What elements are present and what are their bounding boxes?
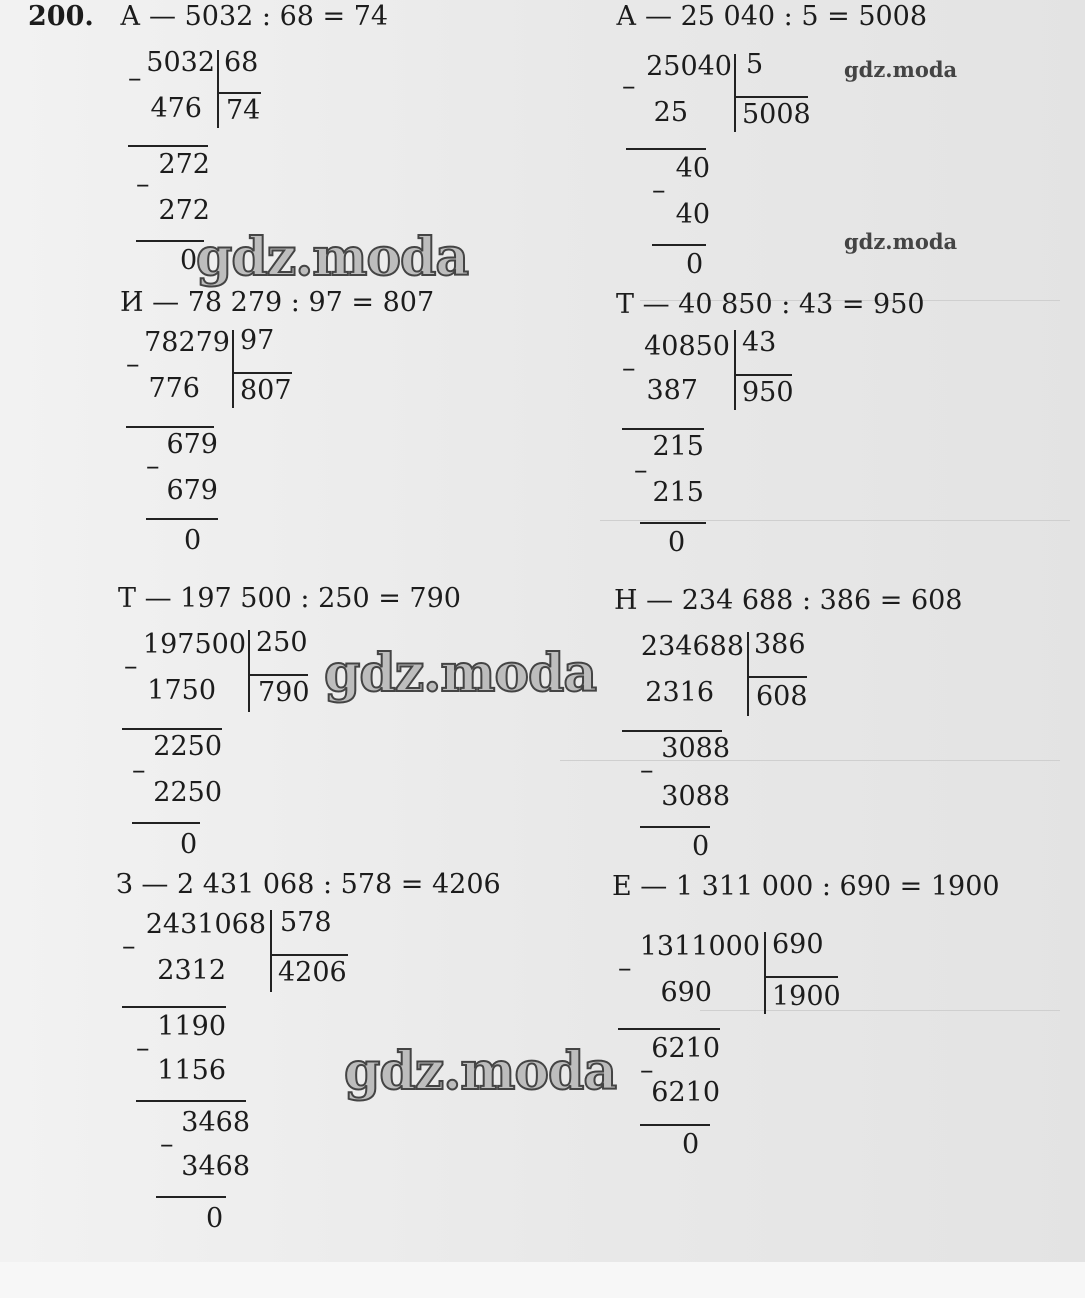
minus-sign: – xyxy=(122,931,136,962)
dividend: 5032 xyxy=(146,47,215,78)
quotient-line xyxy=(736,374,792,376)
minus-sign: – xyxy=(618,953,632,984)
divisor: 690 xyxy=(772,929,824,960)
dividend: 25040 xyxy=(646,51,732,82)
minus-sign: – xyxy=(124,651,138,682)
step-line xyxy=(626,148,706,150)
dividend: 40850 xyxy=(644,331,730,362)
watermark-large: gdz.moda xyxy=(344,1041,617,1102)
minus-sign: – xyxy=(132,755,146,786)
step: 1156 xyxy=(157,1055,226,1086)
step: 3468 xyxy=(181,1107,250,1138)
divisor: 68 xyxy=(224,47,259,78)
minus-sign: – xyxy=(622,71,636,102)
division-bar xyxy=(734,54,736,132)
equation: А — 5032 : 68 = 74 xyxy=(120,1,389,32)
minus-sign: – xyxy=(126,349,140,380)
dividend: 2431068 xyxy=(145,909,266,940)
dividend: 78279 xyxy=(144,327,230,358)
step-line xyxy=(640,826,710,828)
division-bar xyxy=(734,330,736,410)
equation: З — 2 431 068 : 578 = 4206 xyxy=(116,869,501,900)
watermark-small: gdz.moda xyxy=(844,57,958,82)
step-line xyxy=(622,730,722,732)
step-line xyxy=(640,1124,710,1126)
quotient-line xyxy=(250,674,308,676)
division-bar xyxy=(747,632,749,716)
step: 6210 xyxy=(651,1033,720,1064)
step-line xyxy=(136,1100,246,1102)
division-bar xyxy=(217,50,219,128)
remainder: 0 xyxy=(184,525,202,556)
step: 2250 xyxy=(153,731,222,762)
step: 25 xyxy=(653,97,688,128)
step-line xyxy=(122,1006,226,1008)
equation: Е — 1 311 000 : 690 = 1900 xyxy=(612,871,1000,902)
divisor: 5 xyxy=(746,49,764,80)
step: 476 xyxy=(150,93,202,124)
step: 3088 xyxy=(661,733,730,764)
step-line xyxy=(146,518,218,520)
step: 6210 xyxy=(651,1077,720,1108)
equation: И — 78 279 : 97 = 807 xyxy=(120,287,435,318)
divisor: 578 xyxy=(280,907,332,938)
minus-sign: – xyxy=(640,1055,654,1086)
quotient: 950 xyxy=(742,377,794,408)
quotient-line xyxy=(234,372,292,374)
step: 679 xyxy=(166,429,218,460)
step-line xyxy=(652,244,706,246)
step: 215 xyxy=(652,431,704,462)
step: 1750 xyxy=(147,675,216,706)
equation: Н — 234 688 : 386 = 608 xyxy=(614,585,963,616)
step-line xyxy=(136,240,204,242)
step: 2316 xyxy=(645,677,714,708)
watermark-small: gdz.moda xyxy=(844,229,958,254)
division-bar xyxy=(764,932,766,1014)
dividend: 197500 xyxy=(142,629,246,660)
step: 776 xyxy=(148,373,200,404)
step: 1190 xyxy=(157,1011,226,1042)
equation: А — 25 040 : 5 = 5008 xyxy=(616,1,928,32)
equation: Т — 40 850 : 43 = 950 xyxy=(616,289,925,320)
step-line xyxy=(640,522,706,524)
quotient-line xyxy=(736,96,808,98)
remainder: 0 xyxy=(686,249,704,280)
step: 2312 xyxy=(157,955,226,986)
quotient: 4206 xyxy=(278,957,347,988)
step-line xyxy=(622,428,704,430)
minus-sign: – xyxy=(640,755,654,786)
step-line xyxy=(156,1196,226,1198)
minus-sign: – xyxy=(652,175,666,206)
minus-sign: – xyxy=(634,455,648,486)
divisor: 250 xyxy=(256,627,308,658)
remainder: 0 xyxy=(682,1129,700,1160)
step-line xyxy=(128,145,208,147)
step: 272 xyxy=(158,195,210,226)
watermark-large: gdz.moda xyxy=(196,227,469,288)
dividend: 1311000 xyxy=(639,931,760,962)
equation: Т — 197 500 : 250 = 790 xyxy=(118,583,461,614)
step-line xyxy=(132,822,200,824)
task-number: 200. xyxy=(28,1,94,32)
minus-sign: – xyxy=(146,451,160,482)
quotient: 807 xyxy=(240,375,292,406)
quotient: 790 xyxy=(258,677,310,708)
minus-sign: – xyxy=(136,169,150,200)
remainder: 0 xyxy=(180,829,198,860)
minus-sign: – xyxy=(136,1033,150,1064)
quotient-line xyxy=(219,92,261,94)
step: 40 xyxy=(675,153,710,184)
divisor: 43 xyxy=(742,327,777,358)
step: 387 xyxy=(646,375,698,406)
bleed-through-line xyxy=(600,520,1070,521)
quotient: 5008 xyxy=(742,99,811,130)
dividend: 234688 xyxy=(640,631,744,662)
step: 679 xyxy=(166,475,218,506)
remainder: 0 xyxy=(668,527,686,558)
quotient: 1900 xyxy=(772,981,841,1012)
minus-sign: – xyxy=(160,1129,174,1160)
step: 215 xyxy=(652,477,704,508)
step-line xyxy=(122,728,222,730)
quotient: 74 xyxy=(226,95,261,126)
remainder: 0 xyxy=(180,245,198,276)
remainder: 0 xyxy=(692,831,710,862)
divisor: 386 xyxy=(754,629,806,660)
step: 40 xyxy=(675,199,710,230)
step-line xyxy=(126,426,214,428)
remainder: 0 xyxy=(206,1203,224,1234)
bleed-through-line xyxy=(700,1010,1060,1011)
minus-sign: – xyxy=(128,63,142,94)
step: 2250 xyxy=(153,777,222,808)
minus-sign: – xyxy=(622,353,636,384)
division-bar xyxy=(270,910,272,992)
step: 3088 xyxy=(661,781,730,812)
quotient: 608 xyxy=(756,681,808,712)
quotient-line xyxy=(766,976,838,978)
divisor: 97 xyxy=(240,325,275,356)
page-bottom-margin xyxy=(0,1262,1085,1298)
step: 690 xyxy=(660,977,712,1008)
step: 3468 xyxy=(181,1151,250,1182)
watermark-large: gdz.moda xyxy=(324,643,597,704)
quotient-line xyxy=(272,954,348,956)
division-bar xyxy=(232,330,234,408)
step-line xyxy=(618,1028,720,1030)
division-bar xyxy=(248,630,250,712)
step: 272 xyxy=(158,149,210,180)
quotient-line xyxy=(749,676,807,678)
